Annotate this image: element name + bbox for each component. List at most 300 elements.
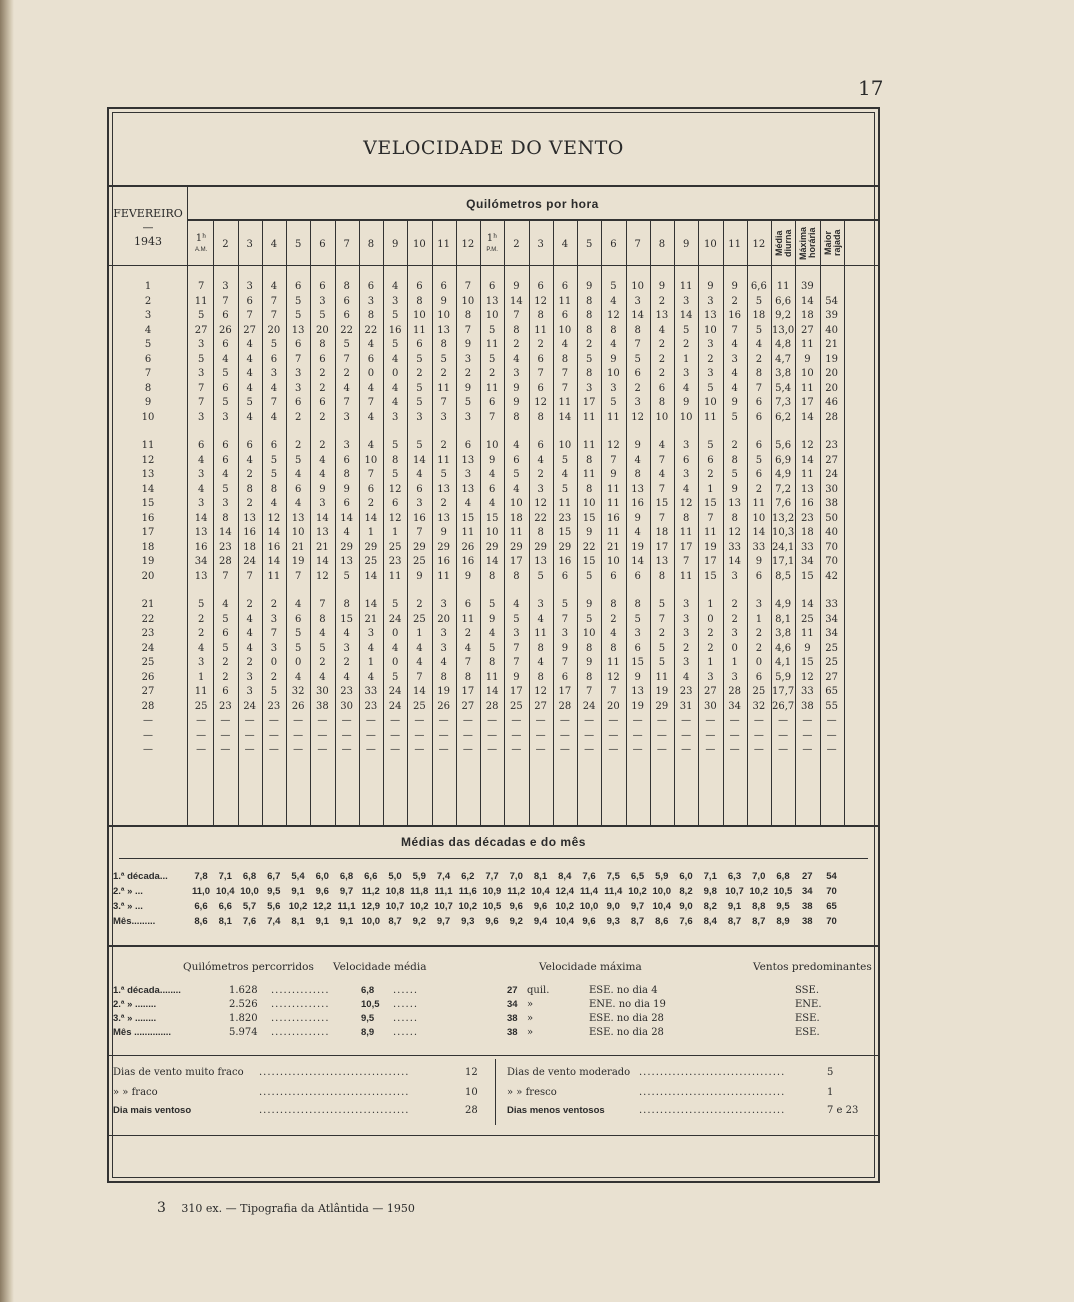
blank-cell-mark: —: [632, 744, 643, 755]
table-cell: 20: [607, 700, 620, 712]
table-cell: 17,1: [771, 556, 795, 567]
table-cell: 9: [634, 512, 641, 524]
table-cell: 40: [825, 324, 838, 336]
summary-predominant-wind: ESE.: [795, 1013, 820, 1024]
table-cell: 1: [197, 671, 205, 683]
table-cell: 26: [291, 700, 305, 712]
table-cell: 6: [222, 454, 229, 466]
table-cell: 3: [416, 411, 423, 423]
table-cell: 8: [319, 613, 326, 625]
table-cell: 22: [340, 324, 353, 336]
table-cell: 8: [343, 281, 350, 292]
blank-cell-mark: —: [656, 715, 667, 726]
table-cell: 9: [416, 570, 423, 582]
table-cell: 6: [270, 353, 278, 365]
table-cell: 8: [585, 310, 593, 321]
day-number: 4: [144, 324, 152, 336]
table-cell: 4: [416, 657, 423, 668]
table-cell: 2: [464, 368, 472, 379]
table-cell: 3: [464, 469, 472, 480]
table-cell: 34: [825, 628, 838, 639]
table-cell: 12: [388, 483, 402, 495]
table-cell: 11: [485, 339, 499, 350]
blank-cell-mark: —: [729, 744, 740, 755]
table-cell: 13: [291, 512, 305, 524]
summary-header-km: Quilómetros percorridos: [183, 961, 314, 973]
blank-cell-mark: —: [753, 715, 764, 726]
table-cell: 6: [755, 440, 763, 451]
table-cell: 4: [731, 339, 738, 350]
table-cell: 10: [704, 324, 717, 336]
table-cell: 2: [246, 599, 253, 610]
table-cell: 70: [825, 556, 838, 567]
blank-cell-mark: —: [414, 715, 425, 726]
decade-value: 8,2: [703, 901, 717, 912]
table-cell: 1: [682, 353, 690, 365]
decade-value: 9,1: [727, 901, 742, 912]
table-cell: 3: [440, 411, 447, 423]
table-cell: 9: [707, 281, 714, 292]
table-cell: 2: [440, 368, 447, 379]
table-cell: 34: [194, 556, 208, 567]
table-cell: 2: [634, 382, 641, 394]
hour-pm-7: 7: [634, 239, 641, 250]
table-cell: 16: [437, 556, 450, 567]
table-cell: 9: [488, 454, 496, 466]
table-cell: 4: [731, 382, 738, 394]
table-cell: 6,6: [750, 281, 767, 292]
table-cell: 15: [704, 570, 717, 582]
table-cell: 9: [440, 295, 447, 307]
table-cell: 12: [607, 671, 620, 683]
day-number: 8: [144, 382, 152, 394]
table-cell: 3: [270, 642, 278, 654]
table-cell: 4: [222, 469, 229, 480]
table-cell: 5: [513, 469, 520, 480]
table-cell: 10: [485, 310, 499, 321]
table-cell: 4: [319, 454, 326, 466]
table-cell: 11: [437, 570, 450, 582]
table-cell: 4: [488, 498, 496, 509]
table-cell: 29: [485, 541, 499, 553]
table-cell: 3: [634, 295, 641, 307]
table-cell: 6: [634, 642, 641, 654]
blank-cell-mark: —: [220, 715, 231, 726]
blank-cell-mark: —: [487, 744, 498, 755]
summary-max-direction: ESE. no dia 28: [589, 1013, 664, 1024]
table-cell: 4: [391, 642, 399, 654]
table-cell: 18: [510, 512, 523, 524]
table-cell: 4: [488, 469, 496, 480]
table-cell: 5: [658, 599, 666, 610]
table-cell: 7: [222, 295, 229, 307]
table-cell: 7: [658, 483, 666, 495]
day-number: 26: [141, 671, 155, 683]
table-cell: 27: [801, 324, 814, 336]
table-cell: 6: [658, 382, 666, 394]
table-cell: 6: [246, 295, 253, 307]
table-cell: 13: [461, 454, 475, 466]
decade-value: 6,6: [218, 901, 232, 912]
table-cell: 12: [607, 440, 620, 451]
table-cell: 6: [343, 310, 350, 321]
table-cell: 17,7: [771, 686, 795, 697]
table-cell: 12: [631, 411, 644, 423]
table-cell: 19: [704, 541, 717, 553]
table-cell: 25: [364, 556, 378, 567]
table-cell: 8: [585, 324, 593, 336]
table-cell: 12: [534, 686, 547, 697]
summary-max: 34: [507, 999, 518, 1010]
table-cell: 7: [440, 397, 447, 408]
table-cell: 0: [707, 613, 714, 625]
table-cell: 10,3: [771, 527, 795, 538]
table-cell: 14: [801, 599, 814, 610]
blank-cell-mark: —: [462, 744, 473, 755]
table-cell: 11: [461, 527, 475, 538]
page-number: 17: [858, 76, 884, 100]
table-cell: 46: [825, 397, 838, 408]
table-cell: 2: [658, 368, 666, 379]
table-cell: 10: [364, 454, 378, 466]
table-cell: 3: [755, 599, 763, 610]
table-cell: 6: [391, 498, 399, 509]
decade-value: 10,4: [652, 901, 671, 912]
table-cell: 7: [634, 339, 641, 350]
table-cell: 3,8: [775, 368, 792, 379]
table-cell: 2: [367, 498, 375, 509]
table-cell: 2: [197, 613, 205, 625]
table-cell: 4: [367, 671, 375, 683]
table-cell: 12: [728, 527, 741, 538]
days-dots: ...................................: [639, 1105, 786, 1116]
blank-cell-mark: —: [341, 729, 352, 741]
table-cell: 18: [801, 527, 814, 538]
table-cell: 6: [319, 281, 326, 292]
table-cell: 21: [316, 541, 329, 553]
decade-value: 6,0: [679, 871, 693, 882]
table-cell: 5: [391, 671, 399, 683]
days-dots: ...................................: [639, 1087, 786, 1098]
day-number: 17: [141, 527, 155, 538]
decade-value: 7,4: [436, 871, 451, 882]
table-cell: 9: [731, 281, 738, 292]
table-cell: 7: [197, 382, 205, 394]
summary-km: 5.974: [229, 1027, 258, 1038]
table-cell: 14: [316, 556, 329, 567]
blank-cell-mark: —: [196, 715, 207, 726]
table-cell: 3: [610, 382, 617, 394]
table-cell: 11: [801, 339, 814, 350]
table-cell: 3,8: [775, 628, 792, 639]
table-cell: 6: [634, 570, 641, 582]
table-cell: 1: [391, 527, 399, 538]
table-cell: 5: [561, 454, 569, 466]
decade-value: 70: [826, 916, 837, 927]
table-cell: 5: [343, 339, 350, 350]
table-cell: 8,1: [775, 613, 792, 625]
day-number: 6: [144, 353, 152, 365]
blank-cell-mark: —: [705, 744, 716, 755]
table-cell: 9: [319, 483, 326, 495]
summary-vel: 6,8: [361, 985, 375, 996]
hour-pm-1: 1ʰ: [486, 233, 498, 244]
table-cell: 27: [825, 671, 838, 683]
table-cell: 3: [585, 382, 593, 394]
table-cell: 3: [682, 295, 690, 307]
table-cell: 5: [682, 324, 690, 336]
decade-value: 11,1: [337, 901, 356, 912]
table-cell: 3: [682, 440, 690, 451]
table-cell: 8: [585, 671, 593, 683]
table-cell: 5: [755, 454, 763, 466]
table-cell: 2: [658, 295, 666, 307]
decade-value: 9,6: [485, 916, 499, 927]
table-cell: 2: [440, 498, 447, 509]
blank-cell-mark: —: [196, 744, 207, 755]
table-cell: 15: [801, 570, 814, 582]
table-cell: 39: [825, 310, 838, 321]
decade-value: 11,4: [580, 886, 598, 897]
table-cell: 4: [658, 469, 666, 480]
table-cell: 4: [682, 382, 690, 394]
days-mais-ventoso-label: Dia mais ventoso: [113, 1105, 192, 1116]
blank-cell-mark: —: [559, 715, 570, 726]
table-cell: 4: [391, 382, 399, 394]
table-cell: 5: [707, 440, 714, 451]
hour-am-2: 2: [222, 239, 229, 250]
table-cell: 3: [246, 686, 253, 697]
table-cell: 2: [270, 599, 278, 610]
decade-value: 8,6: [655, 916, 669, 927]
table-cell: 65: [825, 686, 838, 697]
table-cell: 15: [655, 498, 669, 509]
decade-value: 38: [801, 916, 813, 927]
summary-km: 1.628: [229, 985, 258, 996]
day-number: 19: [141, 556, 155, 567]
table-cell: 6: [246, 440, 253, 451]
days-fraco-value: 10: [465, 1087, 478, 1098]
table-cell: 8: [731, 512, 738, 524]
table-cell: 2: [755, 353, 763, 365]
table-cell: 9: [488, 613, 496, 625]
table-cell: 4: [222, 353, 229, 365]
table-cell: 7: [610, 454, 617, 466]
table-cell: 4: [246, 368, 253, 379]
decade-value: 9,6: [582, 916, 596, 927]
table-cell: 26: [219, 324, 232, 336]
summary-row-label: 1.ª década........: [113, 985, 181, 996]
summary-vel: 8,9: [361, 1027, 375, 1038]
table-cell: 3: [270, 368, 278, 379]
decade-value: 8,1: [291, 916, 305, 927]
decade-value: 8,6: [194, 916, 208, 927]
summary-dots: ......: [393, 985, 419, 996]
table-cell: 7: [270, 295, 278, 307]
table-cell: 6: [294, 483, 302, 495]
table-cell: 10: [485, 527, 499, 538]
table-cell: 5: [294, 310, 302, 321]
table-cell: 6: [537, 353, 544, 365]
decade-value: 11,8: [410, 886, 429, 897]
table-cell: 2: [197, 628, 205, 639]
day-number: 11: [141, 440, 155, 451]
decade-value: 65: [826, 901, 837, 912]
decade-value: 9,8: [703, 886, 717, 897]
table-cell: 7: [537, 368, 544, 379]
table-cell: 5: [513, 613, 520, 625]
table-cell: 34: [825, 613, 838, 625]
table-cell: 11: [655, 671, 669, 683]
table-cell: 13: [437, 324, 450, 336]
table-cell: 10: [558, 440, 572, 451]
table-cell: 6: [197, 440, 205, 451]
table-cell: 10: [291, 527, 305, 538]
summary-predominant-wind: SSE.: [795, 985, 820, 996]
table-cell: 5: [634, 353, 641, 365]
table-cell: 1: [367, 527, 375, 538]
decade-value: 7,0: [509, 871, 523, 882]
table-cell: 3: [343, 411, 350, 423]
page-binding-edge: [0, 0, 14, 1302]
table-cell: 13,0: [771, 324, 795, 336]
table-cell: 5: [488, 599, 496, 610]
table-cell: 5: [294, 628, 302, 639]
table-cell: 2: [707, 642, 714, 654]
table-cell: 16: [267, 541, 281, 553]
blank-cell-mark: —: [559, 729, 570, 741]
table-cell: 4: [440, 657, 447, 668]
table-cell: 30: [340, 700, 353, 712]
decade-value: 6,3: [727, 871, 742, 882]
blank-cell-mark: —: [681, 715, 692, 726]
table-cell: 5: [610, 281, 617, 292]
blank-cell-mark: —: [390, 715, 401, 726]
table-cell: 4: [513, 483, 520, 495]
table-cell: 20: [267, 324, 281, 336]
blank-cell-mark: —: [244, 729, 255, 741]
table-cell: 4: [537, 657, 544, 668]
blank-cell-mark: —: [244, 715, 255, 726]
hour-am-6: 6: [319, 239, 326, 250]
table-cell: 7: [561, 613, 569, 625]
table-cell: 5: [416, 397, 423, 408]
decade-value: 9,1: [315, 916, 329, 927]
table-cell: 2: [658, 353, 666, 365]
table-cell: 10: [655, 411, 669, 423]
table-cell: 6: [416, 281, 423, 292]
table-cell: 8: [513, 324, 520, 336]
table-cell: 19: [825, 353, 838, 365]
day-number: 7: [144, 368, 152, 379]
table-cell: 70: [825, 541, 838, 553]
table-cell: 7: [367, 469, 375, 480]
table-cell: 39: [801, 281, 814, 292]
summary-vel: 10,5: [361, 999, 380, 1010]
table-cell: 5: [343, 570, 350, 582]
blank-cell-mark: —: [535, 744, 546, 755]
blank-cell-mark: —: [705, 715, 716, 726]
blank-cell-mark: —: [293, 744, 304, 755]
day-number: 1: [144, 281, 152, 292]
blank-cell-mark: —: [220, 744, 231, 755]
blank-cell-mark: —: [390, 729, 401, 741]
table-cell: 10: [510, 498, 523, 509]
table-cell: 4: [682, 483, 690, 495]
decade-value: 11,4: [604, 886, 623, 897]
table-cell: 33: [752, 541, 766, 553]
table-cell: 11: [558, 295, 572, 307]
decade-value: 11,0: [192, 886, 210, 897]
table-cell: 6: [222, 310, 229, 321]
table-cell: 6: [537, 440, 544, 451]
table-cell: 7: [246, 570, 253, 582]
table-cell: 2: [513, 339, 520, 350]
decade-value: 9,7: [436, 916, 451, 927]
day-number: 10: [141, 411, 155, 423]
table-cell: 5: [731, 469, 738, 480]
table-cell: 8: [585, 642, 593, 654]
table-cell: 12: [388, 512, 402, 524]
day-number: 24: [141, 642, 155, 654]
summary-max-unit: »: [527, 1013, 534, 1024]
table-cell: 16: [631, 498, 644, 509]
table-cell: 5: [488, 642, 496, 654]
table-cell: 11: [679, 527, 693, 538]
year-label: 1943: [134, 235, 162, 248]
table-cell: 6,6: [775, 295, 792, 307]
day-number: 28: [141, 700, 155, 712]
hour-am-9: 9: [391, 239, 399, 250]
table-cell: 12: [316, 570, 329, 582]
table-cell: 2: [222, 657, 229, 668]
table-cell: 23: [388, 556, 402, 567]
header-bottom-rule: [109, 265, 878, 266]
table-cell: 10: [631, 281, 644, 292]
summary-header-vel: Velocidade média: [333, 961, 427, 973]
hour-pm-9: 9: [682, 239, 690, 250]
table-cell: 23: [558, 512, 572, 524]
table-cell: 9: [634, 671, 641, 683]
table-cell: 5: [391, 339, 399, 350]
table-cell: 28: [825, 411, 838, 423]
summary-top-rule: [109, 945, 878, 947]
summary-max-unit: »: [527, 1027, 534, 1038]
table-cell: 15: [582, 512, 596, 524]
table-cell: 7: [464, 657, 472, 668]
blank-cell-mark: —: [705, 729, 716, 741]
table-cell: 50: [825, 512, 838, 524]
table-cell: 14: [316, 512, 329, 524]
table-cell: 7: [513, 657, 520, 668]
table-cell: 8: [343, 469, 350, 480]
decade-value: 10,2: [288, 901, 308, 912]
table-cell: 25: [413, 700, 426, 712]
blank-cell-mark: —: [778, 729, 789, 741]
table-cell: 2: [319, 368, 326, 379]
table-cell: 29: [364, 541, 378, 553]
table-cell: 2: [755, 483, 763, 495]
table-cell: 7: [513, 310, 520, 321]
table-cell: 2: [707, 628, 714, 639]
table-cell: 6: [343, 498, 350, 509]
table-cell: 4: [246, 353, 253, 365]
blank-cell-mark: —: [511, 729, 522, 741]
table-cell: 32: [752, 700, 766, 712]
table-cell: 10: [413, 310, 426, 321]
table-cell: 19: [437, 686, 450, 697]
table-cell: 16: [194, 541, 208, 553]
